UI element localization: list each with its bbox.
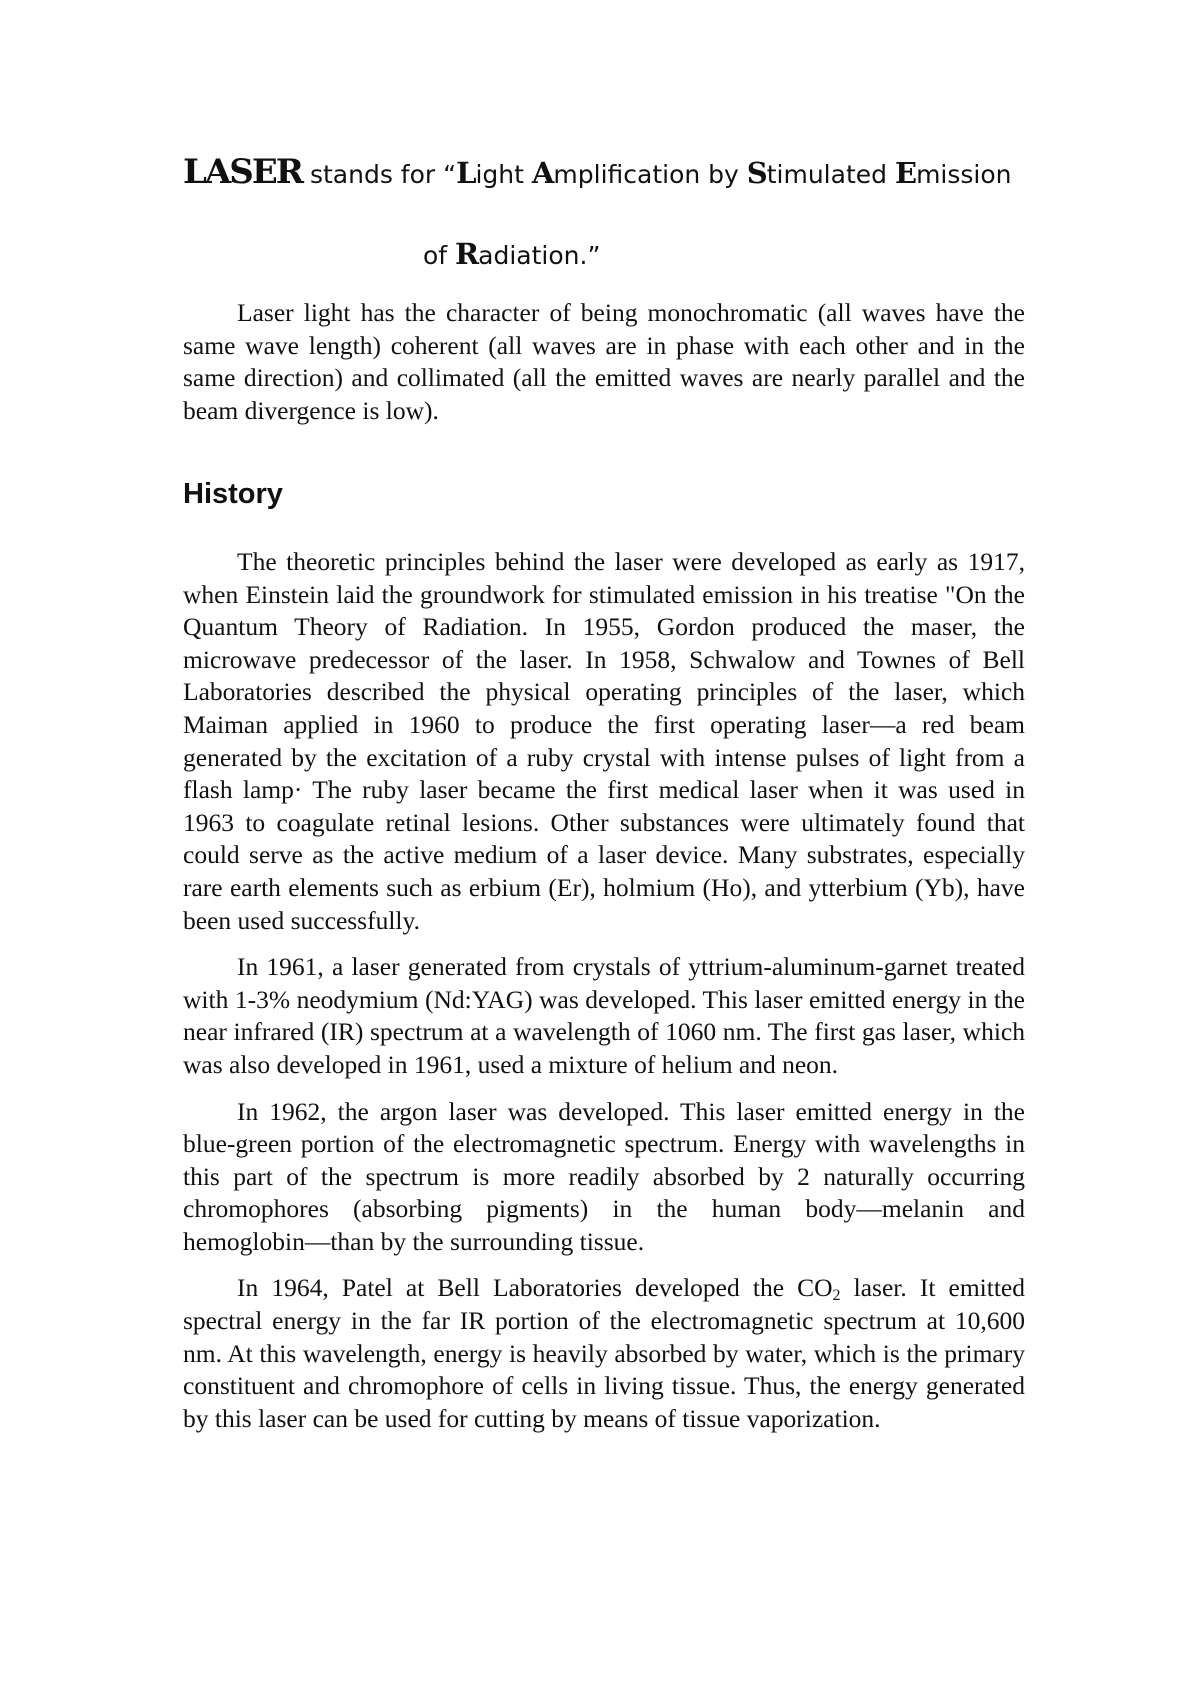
title-line-1-part-6: S [746,156,767,190]
history-paragraph-4-end: laser. It emitted spectral energy in the far IR portion of the electromagnetic spectrum at 10,600 nm. At this wavelength, energy is heavily absorbed by water, which is the primary constituent and chromophore of cells in living tissue. Thus, the energy generated by this laser can be used for cutting by means of tissue vaporization. [183,1273,1026,1433]
title-line-2 [423,234,600,276]
history-paragraph-3: In 1962, the argon laser was developed. This laser emitted energy in the blue-green portion of the electromagnetic spectrum. Energy with wavelengths in this part of the spectrum is more readily absorbed by 2 naturally occurring chromophores (absorbing pigments) in the human body—melanin and hemoglobin—than by the surrounding tissue. [183,1096,1025,1256]
history-paragraph-1: The theoretic principles behind the laser were developed as early as 1917, when Einstein laid the groundwork for stimulated emission in his treatise "On the Quantum Theory of Radiation. In 1955, Gordon produced the maser, the microwave predecessor of the laser. In 1958, Schwalow and Townes of Bell Laboratories described the physical operating principles of the laser, which Maiman applied in 1960 to produce the first operating laser—a red beam generated by the excitation of a ruby crystal with intense pulses of light from a flash lamp· The ruby laser became the first medical laser when it was used in 1963 to coagulate retinal lesions. Other substances were ultimately found that could serve as the active medium of a laser device. Many substrates, especially rare earth elements such as erbium (Er), holmium (Ho), and ytterbium (Yb), have been used successfully. [183,547,1025,935]
title-line-1-part-8: E [894,156,917,190]
intro-section [183,297,1025,427]
title-line-1-part-7: timulated [766,160,895,189]
title-line-2-part-2: adiation.” [478,241,601,270]
title-line-2-part-1: R [455,237,479,271]
title-line-1-part-3: ight [475,160,532,189]
title-line-2-part-0: of [423,241,456,270]
history-paragraph-4-start: In 1964, Patel at Bell Laboratories developed the CO [237,1273,833,1303]
history-section [183,546,1025,1435]
title-line-1-part-1: stands for “ [302,160,457,189]
history-heading: History [183,478,283,510]
title-line-1-part-9: mission [916,160,1012,189]
title-line-1 [183,152,1063,195]
history-paragraph-2: In 1961, a laser generated from crystals of yttrium-aluminum-garnet treated with 1-3% neodymium (Nd:YAG) was developed. This laser emitted energy in the near infrared (IR) spectrum at a wavelength of 1060 nm. The first gas laser, which was also developed in 1961, used a mixture of helium and neon. [183,952,1025,1079]
intro-paragraph: Laser light has the character of being monochromatic (all waves have the same wave length) coherent (all waves are in phase with each other and in the same direction) and collimated (all the emitted waves are nearly parallel and the beam divergence is low). [183,298,1025,425]
co2-subscript: 2 [832,1287,841,1305]
title-line-1-part-2: L [456,156,476,190]
title-line-1-part-4: A [531,156,554,190]
history-paragraph-4 [183,1272,1025,1435]
title-line-1-part-0: LASER [183,152,303,192]
title-line-1-part-5: mplification by [553,160,747,189]
